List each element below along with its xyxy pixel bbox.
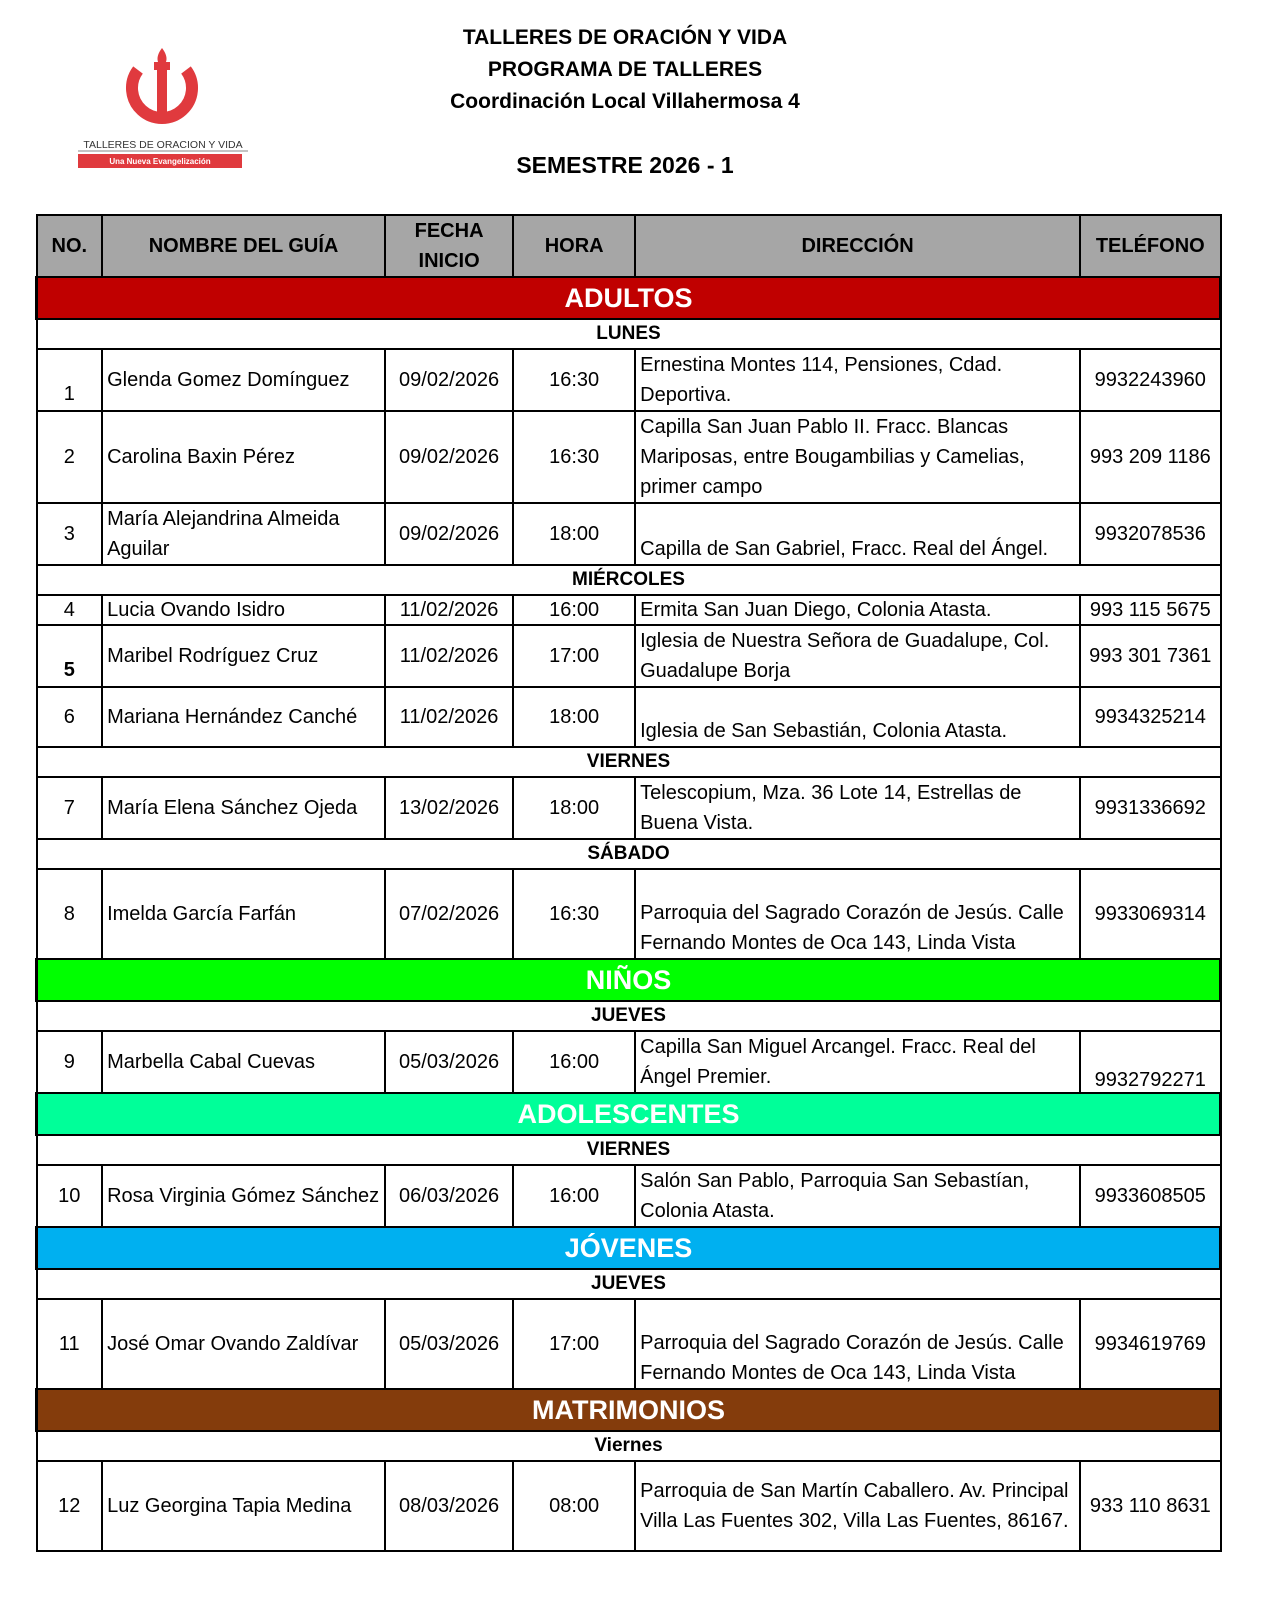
talleres-logo: [78, 48, 248, 176]
table-row: [37, 1461, 1221, 1551]
phone: 933 110 8631: [1080, 1461, 1220, 1551]
col-header-name: NOMBRE DEL GUÍA: [102, 215, 385, 277]
phone: 993 115 5675: [1080, 595, 1220, 625]
start-date: 08/03/2026: [385, 1461, 513, 1551]
start-date: 11/02/2026: [385, 595, 513, 625]
col-header-date: FECHA INICIO: [385, 215, 513, 277]
section-title: JÓVENES: [37, 1227, 1221, 1269]
table-row: [37, 411, 1221, 503]
phone: 9933608505: [1080, 1165, 1220, 1227]
guide-name: María Elena Sánchez Ojeda: [102, 777, 385, 839]
phone: 9934325214: [1080, 687, 1220, 747]
start-date: 09/02/2026: [385, 411, 513, 503]
address: Salón San Pablo, Parroquia San Sebastían, Colonia Atasta.: [635, 1165, 1080, 1227]
day-label: MIÉRCOLES: [37, 565, 1221, 595]
logo-title: TALLERES DE ORACION Y VIDA: [83, 139, 243, 151]
start-date: 05/03/2026: [385, 1299, 513, 1389]
day-label: LUNES: [37, 319, 1221, 349]
row-number: 6: [37, 687, 103, 747]
table-row: [37, 625, 1221, 687]
day-row: [37, 1001, 1221, 1031]
col-header-phone: TELÉFONO: [1080, 215, 1220, 277]
row-number: 4: [37, 595, 103, 625]
logo-subtitle: Una Nueva Evangelización: [109, 157, 211, 166]
col-header-no: NO.: [37, 215, 103, 277]
table-header-row: [37, 215, 1221, 277]
start-date: 11/02/2026: [385, 625, 513, 687]
table-row: [37, 1165, 1221, 1227]
table-row: [37, 349, 1221, 411]
row-number: 8: [37, 869, 103, 959]
phone: 9933069314: [1080, 869, 1220, 959]
table-row: [37, 595, 1221, 625]
phone: 9932243960: [1080, 349, 1220, 411]
address: Capilla de San Gabriel, Fracc. Real del Ángel.: [635, 503, 1080, 565]
section-row-adultos: [37, 277, 1221, 319]
start-time: 16:30: [513, 411, 635, 503]
guide-name: Rosa Virginia Gómez Sánchez: [102, 1165, 385, 1227]
phone: 9932792271: [1080, 1031, 1220, 1093]
start-date: 09/02/2026: [385, 503, 513, 565]
day-row: [37, 839, 1221, 869]
address: Capilla San Miguel Arcangel. Fracc. Real del Ángel Premier.: [635, 1031, 1080, 1093]
doc-coordination: Coordinación Local Villahermosa 4: [450, 90, 800, 113]
start-date: 11/02/2026: [385, 687, 513, 747]
program-table: [35, 214, 1222, 1552]
logo-symbol-icon: [132, 48, 192, 118]
day-row: [37, 1431, 1221, 1461]
guide-name: Carolina Baxin Pérez: [102, 411, 385, 503]
guide-name: Luz Georgina Tapia Medina: [102, 1461, 385, 1551]
start-time: 17:00: [513, 625, 635, 687]
day-label: Viernes: [37, 1431, 1221, 1461]
section-row-jovenes: [37, 1227, 1221, 1269]
start-time: 18:00: [513, 777, 635, 839]
section-title: MATRIMONIOS: [37, 1389, 1221, 1431]
table-row: [37, 687, 1221, 747]
table-row: [37, 1299, 1221, 1389]
address: Capilla San Juan Pablo II. Fracc. Blancas Mariposas, entre Bougambilias y Camelias, primer campo: [635, 411, 1080, 503]
start-time: 16:30: [513, 869, 635, 959]
doc-subtitle: PROGRAMA DE TALLERES: [487, 58, 763, 81]
table-row: [37, 869, 1221, 959]
address: Ernestina Montes 114, Pensiones, Cdad. Deportiva.: [635, 349, 1080, 411]
phone: 9934619769: [1080, 1299, 1220, 1389]
day-label: JUEVES: [37, 1001, 1221, 1031]
start-date: 06/03/2026: [385, 1165, 513, 1227]
phone: 993 209 1186: [1080, 411, 1220, 503]
day-label: SÁBADO: [37, 839, 1221, 869]
row-number: 12: [37, 1461, 103, 1551]
day-label: JUEVES: [37, 1269, 1221, 1299]
guide-name: Marbella Cabal Cuevas: [102, 1031, 385, 1093]
day-label: VIERNES: [37, 1135, 1221, 1165]
address: Parroquia de San Martín Caballero. Av. Principal Villa Las Fuentes 302, Villa Las Fuentes, 86167.: [635, 1461, 1080, 1551]
start-date: 13/02/2026: [385, 777, 513, 839]
address: Parroquia del Sagrado Corazón de Jesús. Calle Fernando Montes de Oca 143, Linda Vista: [635, 1299, 1080, 1389]
start-date: 05/03/2026: [385, 1031, 513, 1093]
section-title: NIÑOS: [37, 959, 1221, 1001]
day-row: [37, 1135, 1221, 1165]
table-row: [37, 777, 1221, 839]
start-time: 16:00: [513, 1165, 635, 1227]
section-row-ninos: [37, 959, 1221, 1001]
table-row: [37, 1031, 1221, 1093]
start-time: 16:00: [513, 1031, 635, 1093]
address: Parroquia del Sagrado Corazón de Jesús. Calle Fernando Montes de Oca 143, Linda Vista: [635, 869, 1080, 959]
phone: 9931336692: [1080, 777, 1220, 839]
row-number: 5: [37, 625, 103, 687]
day-row: [37, 1269, 1221, 1299]
start-date: 09/02/2026: [385, 349, 513, 411]
day-row: [37, 565, 1221, 595]
guide-name: Glenda Gomez Domínguez: [102, 349, 385, 411]
start-date: 07/02/2026: [385, 869, 513, 959]
section-row-matrimonios: [37, 1389, 1221, 1431]
row-number: 2: [37, 411, 103, 503]
day-row: [37, 747, 1221, 777]
doc-title: TALLERES DE ORACIÓN Y VIDA: [462, 26, 788, 49]
guide-name: Mariana Hernández Canché: [102, 687, 385, 747]
guide-name: Maribel Rodríguez Cruz: [102, 625, 385, 687]
start-time: 18:00: [513, 687, 635, 747]
section-title: ADULTOS: [37, 277, 1221, 319]
day-row: [37, 319, 1221, 349]
start-time: 17:00: [513, 1299, 635, 1389]
guide-name: Imelda García Farfán: [102, 869, 385, 959]
start-time: 18:00: [513, 503, 635, 565]
phone: 993 301 7361: [1080, 625, 1220, 687]
start-time: 16:00: [513, 595, 635, 625]
start-time: 16:30: [513, 349, 635, 411]
col-header-address: DIRECCIÓN: [635, 215, 1080, 277]
row-number: 1: [37, 349, 103, 411]
row-number: 7: [37, 777, 103, 839]
address: Iglesia de San Sebastián, Colonia Atasta.: [635, 687, 1080, 747]
row-number: 3: [37, 503, 103, 565]
row-number: 10: [37, 1165, 103, 1227]
address: Iglesia de Nuestra Señora de Guadalupe, Col. Guadalupe Borja: [635, 625, 1080, 687]
semester-title: SEMESTRE 2026 - 1: [516, 152, 734, 178]
section-title: ADOLESCENTES: [37, 1093, 1221, 1135]
phone: 9932078536: [1080, 503, 1220, 565]
day-label: VIERNES: [37, 747, 1221, 777]
guide-name: Lucia Ovando Isidro: [102, 595, 385, 625]
row-number: 11: [37, 1299, 103, 1389]
guide-name: María Alejandrina Almeida Aguilar: [102, 503, 385, 565]
section-row-adolescentes: [37, 1093, 1221, 1135]
address: Ermita San Juan Diego, Colonia Atasta.: [635, 595, 1080, 625]
address: Telescopium, Mza. 36 Lote 14, Estrellas de Buena Vista.: [635, 777, 1080, 839]
guide-name: José Omar Ovando Zaldívar: [102, 1299, 385, 1389]
start-time: 08:00: [513, 1461, 635, 1551]
row-number: 9: [37, 1031, 103, 1093]
col-header-time: HORA: [513, 215, 635, 277]
table-row: [37, 503, 1221, 565]
